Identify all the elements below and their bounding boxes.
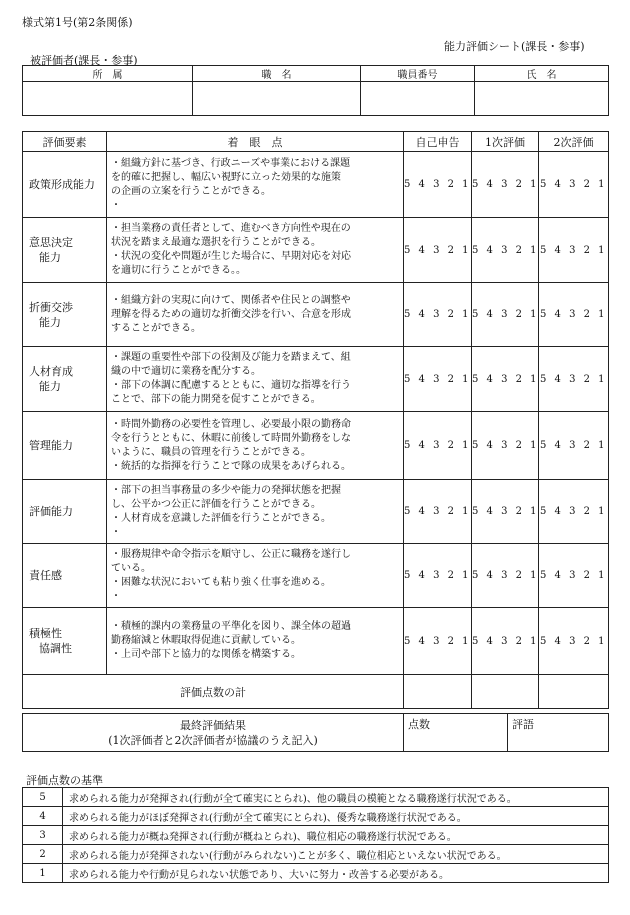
point-line: ・統括的な指揮を行うことで隊の成果をあげられる。 [111, 460, 351, 472]
points-cell [107, 544, 404, 608]
point-line: 織の中で適切に業務を配分する。 [111, 366, 261, 377]
scale-first[interactable]: 5 4 3 2 1 [472, 283, 539, 347]
point-line: することができる。 [111, 322, 201, 334]
criteria-title: 評価点数の基準 [26, 774, 103, 787]
scale-first[interactable]: 5 4 3 2 1 [472, 480, 539, 544]
header-department: 所 属 [23, 66, 193, 82]
scale-first[interactable]: 5 4 3 2 1 [472, 412, 539, 480]
criteria-row [23, 864, 609, 883]
total-self[interactable] [404, 675, 472, 709]
element-cell [23, 608, 107, 675]
criteria-score: 3 [23, 826, 63, 845]
eval-row [23, 544, 609, 608]
employee-number-field[interactable] [361, 82, 475, 116]
form-number: 様式第1号(第2条関係) [22, 16, 133, 29]
scale-self[interactable]: 5 4 3 2 1 [404, 412, 472, 480]
element-label: 意思決定 [29, 236, 73, 249]
criteria-text: 求められる能力が概ね発揮され(行動が概ねとられ)、職位相応の職務遂行状況である。 [63, 826, 609, 845]
header-name: 氏 名 [475, 66, 609, 82]
points-cell [107, 152, 404, 218]
eval-row [23, 218, 609, 283]
sheet-title: 能力評価シート(課長・参事) [444, 40, 585, 53]
criteria-score: 4 [23, 807, 63, 826]
eval-row [23, 480, 609, 544]
point-line: を適切に行うことができる。。 [111, 265, 246, 276]
header-self: 自己申告 [404, 132, 472, 152]
point-line: 状況を踏まえ最適な選択を行うことができる。 [111, 237, 321, 248]
element-label: 能力 [39, 380, 61, 393]
criteria-score: 1 [23, 864, 63, 883]
point-line: の企画の立案を行うことができる。 [111, 185, 271, 197]
scale-second[interactable]: 5 4 3 2 1 [539, 544, 609, 608]
element-label: 能力 [39, 251, 61, 264]
scale-self[interactable]: 5 4 3 2 1 [404, 347, 472, 412]
final-result-note: (1次評価者と2次評価者が協議のうえ記入) [108, 733, 318, 747]
point-line: し、公平かつ公正に評価を行うことができる。 [111, 498, 321, 510]
scale-first[interactable]: 5 4 3 2 1 [472, 347, 539, 412]
criteria-score: 5 [23, 788, 63, 807]
eval-row [23, 283, 609, 347]
final-result-title: 最終評価結果 [180, 718, 246, 732]
criteria-text: 求められる能力が発揮されない(行動がみられない)ことが多く、職位相応といえない状況である。 [63, 845, 609, 864]
point-line: ・ [111, 199, 121, 211]
scale-second[interactable]: 5 4 3 2 1 [539, 218, 609, 283]
comment-label: 評語 [512, 718, 534, 731]
scale-second[interactable]: 5 4 3 2 1 [539, 412, 609, 480]
point-line: ・状況の変化や問題が生じた場合に、早期対応を対応 [111, 251, 351, 262]
criteria-text: 求められる能力が発揮され(行動が全て確実にとられ)、他の職員の模範となる職務遂行状況である。 [63, 788, 609, 807]
point-line: ことで、部下の能力開発を促すことができる。 [111, 394, 321, 405]
criteria-text: 求められる能力がほぼ発揮され(行動が全て確実にとられ)、優秀な職務遂行状況である。 [63, 807, 609, 826]
eval-row [23, 412, 609, 480]
scale-first[interactable]: 5 4 3 2 1 [472, 608, 539, 675]
point-line: 理解を得るための適切な折衝交渉を行い、合意を形成 [111, 308, 351, 320]
point-line: ・時間外勤務の必要性を管理し、必要最小限の勤務命 [111, 418, 351, 430]
scale-first[interactable]: 5 4 3 2 1 [472, 544, 539, 608]
points-cell [107, 412, 404, 480]
point-line: ・服務規律や命令指示を順守し、公正に職務を遂行し [111, 548, 351, 560]
total-second[interactable] [539, 675, 609, 709]
point-line: ・部下の担当事務量の多少や能力の発揮状態を把握 [111, 484, 341, 496]
criteria-text: 求められる能力や行動が見られない状態であり、大いに努力・改善する必要がある。 [63, 864, 609, 883]
final-result-table [22, 713, 609, 752]
scale-self[interactable]: 5 4 3 2 1 [404, 608, 472, 675]
scale-self[interactable]: 5 4 3 2 1 [404, 544, 472, 608]
point-line: ・組織方針に基づき、行政ニーズや事業における課題 [111, 157, 351, 169]
scale-second[interactable]: 5 4 3 2 1 [539, 152, 609, 218]
eval-row [23, 608, 609, 675]
point-line: を的確に把握し、幅広い視野に立った効果的な施策 [111, 171, 341, 183]
comment-cell[interactable] [508, 714, 609, 752]
score-label: 点数 [408, 718, 430, 731]
total-label: 評価点数の計 [23, 675, 404, 709]
point-line: ・組織方針の実現に向けて、関係者や住民との調整や [111, 294, 351, 306]
total-first[interactable] [472, 675, 539, 709]
point-line: ・課題の重要性や部下の役割及び能力を踏まえて、組 [111, 352, 351, 363]
scale-first[interactable]: 5 4 3 2 1 [472, 152, 539, 218]
name-field[interactable] [475, 82, 609, 116]
scale-self[interactable]: 5 4 3 2 1 [404, 152, 472, 218]
point-line: ・担当業務の責任者として、進むべき方向性や現在の [111, 223, 351, 234]
criteria-row [23, 807, 609, 826]
element-cell [23, 544, 107, 608]
criteria-row [23, 788, 609, 807]
element-label: 政策形成能力 [29, 178, 95, 191]
element-label: 協調性 [39, 642, 72, 655]
element-label: 評価能力 [29, 505, 73, 518]
scale-first[interactable]: 5 4 3 2 1 [472, 218, 539, 283]
element-label: 責任感 [29, 569, 62, 582]
point-line: ている。 [111, 562, 151, 574]
criteria-row [23, 845, 609, 864]
header-element: 評価要素 [23, 132, 107, 152]
header-position: 職 名 [193, 66, 361, 82]
scale-self[interactable]: 5 4 3 2 1 [404, 480, 472, 544]
score-cell[interactable] [404, 714, 508, 752]
points-cell [107, 347, 404, 412]
header-first: 1次評価 [472, 132, 539, 152]
scale-second[interactable]: 5 4 3 2 1 [539, 347, 609, 412]
element-label: 能力 [39, 315, 61, 329]
header-points: 着 眼 点 [107, 132, 404, 152]
element-cell [23, 152, 107, 218]
points-cell [107, 218, 404, 283]
eval-row [23, 152, 609, 218]
point-line: ・部下の体調に配慮するとともに、適切な指導を行う [111, 380, 351, 391]
criteria-score: 2 [23, 845, 63, 864]
point-line: 勤務縮減と休暇取得促進に貢献している。 [111, 635, 301, 646]
eval-row [23, 347, 609, 412]
point-line: ・上司や部下と協力的な関係を構築する。 [111, 649, 301, 660]
scale-self[interactable]: 5 4 3 2 1 [404, 283, 472, 347]
evaluatee-table [22, 65, 609, 116]
element-cell [23, 283, 107, 347]
point-line: ・積極的課内の業務量の平準化を図り、課全体の超過 [111, 621, 351, 632]
points-cell [107, 283, 404, 347]
points-cell [107, 608, 404, 675]
final-result-label [23, 714, 404, 752]
evaluatee-label: 被評価者(課長・参事) [30, 54, 138, 67]
scale-second[interactable]: 5 4 3 2 1 [539, 283, 609, 347]
point-line: いように、職員の管理を行うことができる。 [111, 446, 311, 458]
point-line: ・ [111, 526, 121, 538]
element-label: 折衝交渉 [29, 300, 73, 314]
element-cell [23, 218, 107, 283]
element-label: 人材育成 [29, 365, 73, 378]
element-label: 管理能力 [29, 439, 73, 452]
element-cell [23, 412, 107, 480]
criteria-row [23, 826, 609, 845]
element-cell [23, 347, 107, 412]
point-line: ・困難な状況においても粘り強く仕事を進める。 [111, 576, 331, 588]
evaluation-table [22, 131, 609, 709]
criteria-table [22, 787, 609, 883]
point-line: ・人材育成を意識した評価を行うことができる。 [111, 512, 331, 524]
position-field[interactable] [193, 82, 361, 116]
scale-self[interactable]: 5 4 3 2 1 [404, 218, 472, 283]
header-second: 2次評価 [539, 132, 609, 152]
element-cell [23, 480, 107, 544]
department-field[interactable] [23, 82, 193, 116]
point-line: 令を行うとともに、休暇に前後して時間外勤務をしな [111, 432, 351, 444]
point-line: ・ [111, 590, 121, 602]
points-cell [107, 480, 404, 544]
scale-second[interactable]: 5 4 3 2 1 [539, 608, 609, 675]
scale-second[interactable]: 5 4 3 2 1 [539, 480, 609, 544]
header-employee-number: 職員番号 [361, 66, 475, 82]
element-label: 積極性 [29, 627, 62, 640]
